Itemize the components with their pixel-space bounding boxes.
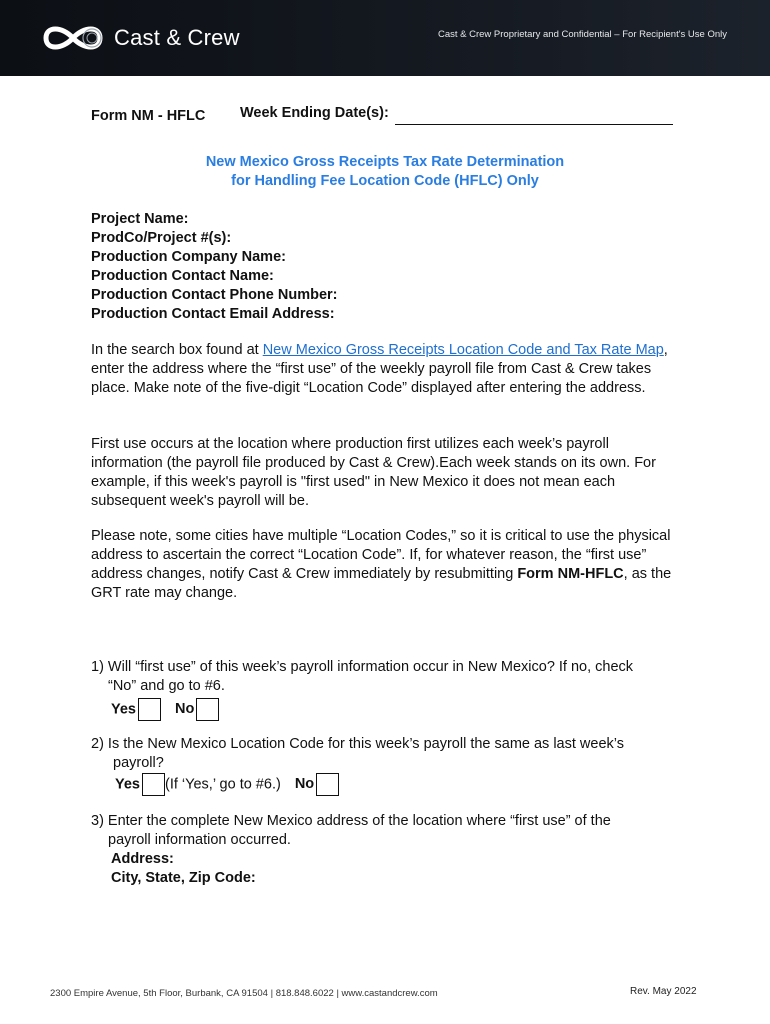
q1-options: [91, 698, 681, 721]
q2-yes-label: Yes: [115, 776, 140, 793]
q1-yes-checkbox[interactable]: [138, 698, 161, 721]
q3-line-1: 3) Enter the complete New Mexico address of the location where “first use” of the: [91, 813, 611, 829]
q1-line-2: “No” and go to #6.: [108, 678, 225, 694]
logo: [40, 20, 240, 56]
q2-line-1: 2) Is the New Mexico Location Code for this week’s payroll the same as last week’s: [91, 736, 624, 752]
p3-suffix: , as the GRT rate may change.: [91, 566, 672, 601]
paragraph-search: [91, 341, 681, 398]
q1-no-label: No: [175, 701, 195, 718]
field-prodco-project: ProdCo/Project #(s):: [91, 230, 232, 246]
q1-yes-label: Yes: [111, 701, 136, 718]
question-2: [91, 735, 681, 796]
confidential-notice: Cast & Crew Proprietary and Confidential – For Recipient's Use Only: [437, 29, 727, 40]
q3-line-2: payroll information occurred.: [108, 832, 291, 848]
field-production-contact: Production Contact Name:: [91, 268, 274, 284]
week-ending-label: Week Ending Date(s):: [240, 105, 389, 121]
header-banner: [0, 0, 770, 76]
q2-no-label: No: [294, 776, 315, 793]
paragraph-first-use: First use occurs at the location where production first utilizes each week’s payroll information (the payroll file produced by Cast & Crew).Each week stands on its own. For example, if this week's payroll is "first used" in New Mexico it does not mean each subsequent week's payroll will be.: [91, 436, 656, 509]
paragraph-note: [91, 527, 681, 603]
tax-rate-map-link[interactable]: New Mexico Gross Receipts Location Code and Tax Rate Map: [262, 342, 664, 358]
logo-text: Cast & Crew: [114, 25, 240, 50]
q2-line-2: payroll?: [113, 755, 164, 771]
q1-no-checkbox[interactable]: [196, 698, 219, 721]
revision-label: Rev. May 2022: [630, 986, 697, 997]
p3-prefix: Please note, some cities have multiple “Location Codes,” so it is critical to use the physical address to ascertain the correct “Location Code”. If, for whatever reason, the “first use” address changes, notify Cast & Crew immediately by resubmitting: [91, 528, 671, 582]
field-contact-email: Production Contact Email Address:: [91, 306, 335, 322]
p1-prefix: In the search box found at: [91, 342, 263, 358]
p3-form-ref: Form NM-HFLC: [517, 566, 624, 582]
project-fields: [91, 210, 338, 324]
field-project-name: Project Name:: [91, 211, 189, 227]
form-id: Form NM - HFLC: [91, 108, 206, 124]
p1-suffix: , enter the address where the “first use” of the weekly payroll file from Cast & Crew takes place. Make note of the five-digit “Location Code” displayed after entering the address.: [91, 342, 668, 396]
q2-yes-checkbox[interactable]: [142, 773, 165, 796]
question-3: [91, 812, 681, 888]
field-contact-phone: Production Contact Phone Number:: [91, 287, 338, 303]
q1-line-1: 1) Will “first use” of this week’s payroll information occur in New Mexico? If no, check: [91, 659, 634, 675]
q3-city-label: City, State, Zip Code:: [111, 870, 256, 886]
q2-note: (If ‘Yes,’ go to #6.): [165, 776, 281, 793]
question-1: [91, 658, 681, 721]
q2-options: [91, 773, 681, 796]
cast-crew-logo-icon: [40, 20, 106, 56]
field-production-company: Production Company Name:: [91, 249, 286, 265]
title-line-1: New Mexico Gross Receipts Tax Rate Determination: [205, 154, 565, 170]
footer-address: 2300 Empire Avenue, 5th Floor, Burbank, CA 91504 | 818.848.6022 | www.castandcrew.com: [50, 988, 438, 999]
title-line-2: for Handling Fee Location Code (HFLC) Only: [231, 173, 539, 189]
q3-address-label: Address:: [111, 851, 174, 867]
week-ending-field[interactable]: [395, 124, 673, 125]
q2-no-checkbox[interactable]: [316, 773, 339, 796]
